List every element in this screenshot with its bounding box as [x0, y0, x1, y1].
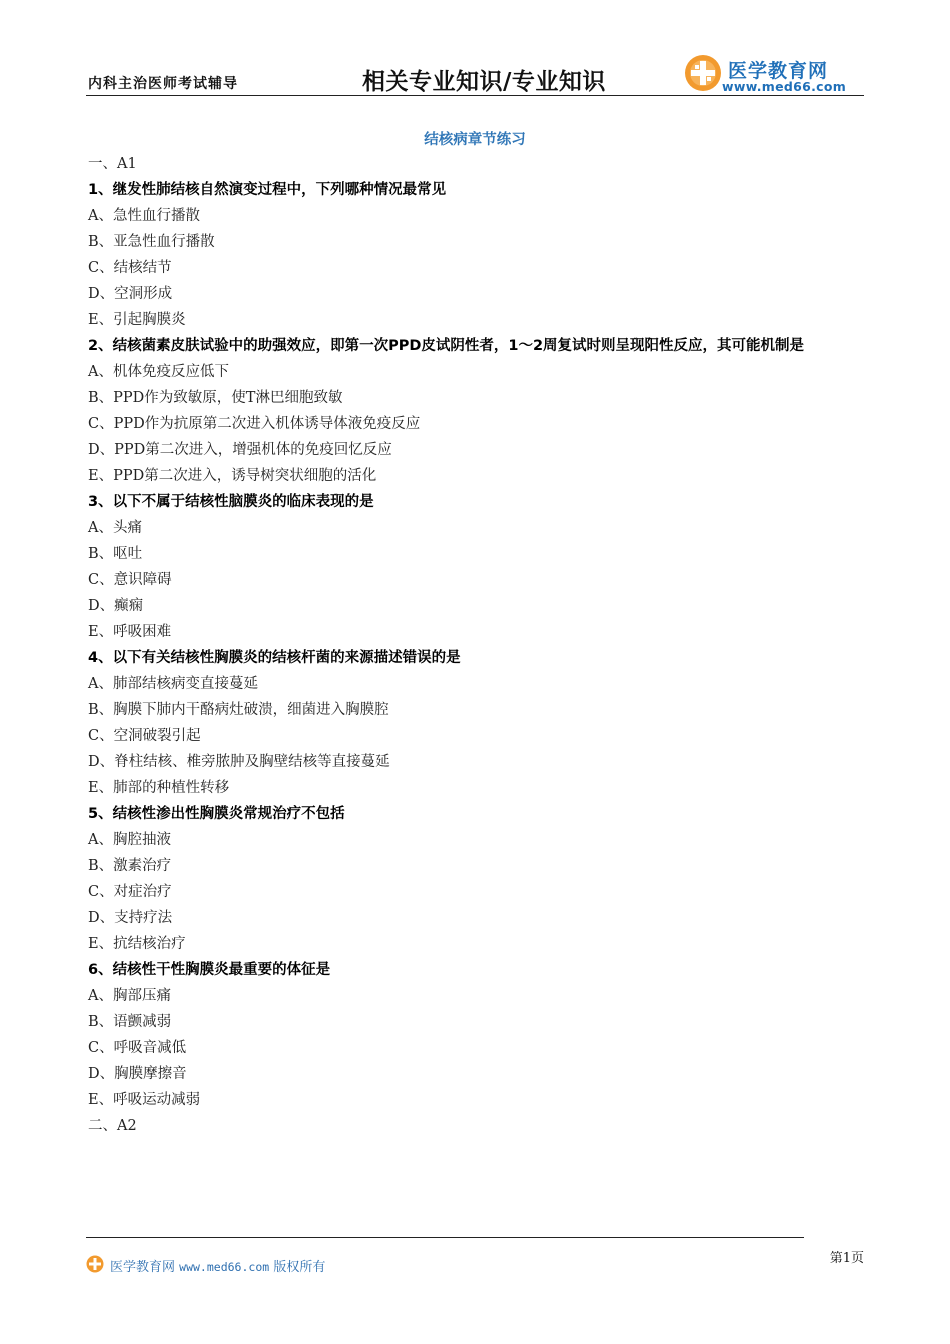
answer-option: C、意识障碍 [88, 572, 172, 588]
answer-option: B、语颤减弱 [88, 1014, 172, 1030]
footer-url[interactable]: www.med66.com [179, 1260, 270, 1274]
logo-url: www.med66.com [722, 79, 847, 94]
header-course-title: 内科主治医师考试辅导 [88, 76, 238, 92]
answer-option: A、急性血行播散 [88, 208, 200, 224]
answer-option: B、呕吐 [88, 546, 143, 562]
answer-option: D、PPD第二次进入，增强机体的免疫回忆反应 [88, 442, 392, 458]
answer-option: A、肺部结核病变直接蔓延 [88, 676, 258, 692]
logo-brand-name: 医学教育网 [728, 60, 829, 82]
medical-cross-logo-icon [86, 1255, 104, 1273]
medical-cross-logo-icon [684, 54, 722, 92]
question-stem: 2、结核菌素皮肤试验中的助强效应，即第一次PPD皮试阴性者，1～2周复试时则呈现阳性反应，其可能机制是 [88, 338, 805, 354]
site-logo[interactable] [684, 54, 864, 98]
answer-option: E、引起胸膜炎 [88, 312, 186, 328]
answer-option: B、激素治疗 [88, 858, 172, 874]
answer-option: B、PPD作为致敏原，使T淋巴细胞致敏 [88, 390, 343, 406]
answer-option: A、头痛 [88, 520, 142, 536]
answer-option: A、机体免疫反应低下 [88, 364, 229, 380]
answer-option: E、肺部的种植性转移 [88, 780, 230, 796]
question-2 [88, 333, 868, 489]
question-4 [88, 645, 868, 801]
question-3 [88, 489, 868, 645]
question-1 [88, 177, 868, 333]
question-stem: 1、继发性肺结核自然演变过程中，下列哪种情况最常见 [88, 182, 447, 198]
question-6 [88, 957, 868, 1113]
answer-option: C、呼吸音减低 [88, 1040, 187, 1056]
answer-option: D、空洞形成 [88, 286, 173, 302]
question-stem: 6、结核性干性胸膜炎最重要的体征是 [88, 962, 331, 978]
answer-option: A、胸部压痛 [88, 988, 171, 1004]
answer-option: C、对症治疗 [88, 884, 172, 900]
answer-option: B、亚急性血行播散 [88, 234, 215, 250]
footer-brand-name: 医学教育网 [110, 1260, 176, 1275]
section-heading-a2: 二、A2 [88, 1118, 137, 1134]
document-title: 结核病章节练习 [424, 132, 526, 148]
answer-option: C、PPD作为抗原第二次进入机体诱导体液免疫反应 [88, 416, 421, 432]
page-number: 第1页 [829, 1251, 864, 1266]
header-divider [86, 95, 864, 96]
answer-option: B、胸膜下肺内干酪病灶破溃，细菌进入胸膜腔 [88, 702, 389, 718]
footer-divider [86, 1237, 804, 1238]
question-stem: 5、结核性渗出性胸膜炎常规治疗不包括 [88, 806, 345, 822]
answer-option: D、胸膜摩擦音 [88, 1066, 187, 1082]
question-stem: 3、以下不属于结核性脑膜炎的临床表现的是 [88, 494, 374, 510]
question-5 [88, 801, 868, 957]
answer-option: E、PPD第二次进入，诱导树突状细胞的活化 [88, 468, 377, 484]
answer-option: D、癫痫 [88, 598, 144, 614]
answer-option: C、空洞破裂引起 [88, 728, 201, 744]
answer-option: D、脊柱结核、椎旁脓肿及胸壁结核等直接蔓延 [88, 754, 390, 770]
footer-rights: 版权所有 [273, 1260, 326, 1275]
answer-option: E、抗结核治疗 [88, 936, 186, 952]
question-stem: 4、以下有关结核性胸膜炎的结核杆菌的来源描述错误的是 [88, 650, 461, 666]
answer-option: C、结核结节 [88, 260, 172, 276]
answer-option: E、呼吸运动减弱 [88, 1092, 201, 1108]
section-heading-a1: 一、A1 [88, 156, 137, 172]
answer-option: D、支持疗法 [88, 910, 173, 926]
answer-option: E、呼吸困难 [88, 624, 172, 640]
question-list [88, 151, 868, 1139]
header-subject-title: 相关专业知识/专业知识 [362, 69, 606, 95]
answer-option: A、胸腔抽液 [88, 832, 171, 848]
